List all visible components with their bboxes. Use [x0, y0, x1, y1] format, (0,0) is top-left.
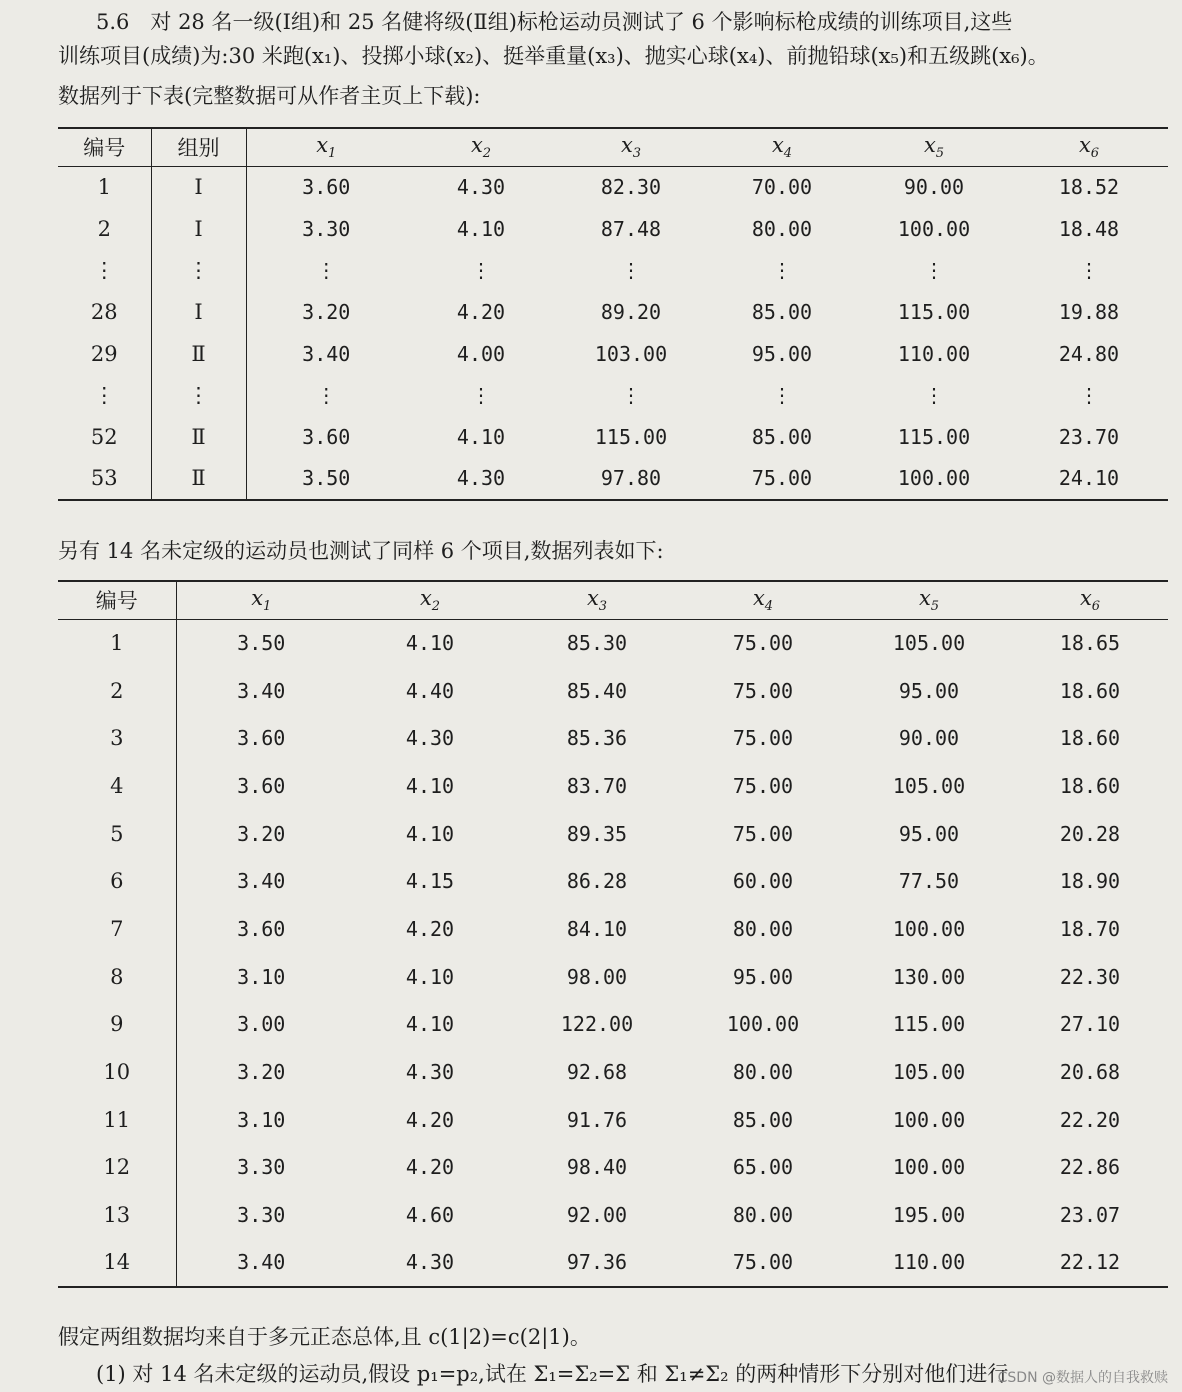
table-cell: 2 — [110, 678, 124, 703]
table-cell: 87.48 — [600, 216, 662, 241]
table-cell: 95.00 — [751, 341, 813, 366]
table-cell: 52 — [90, 424, 118, 449]
table-row — [58, 458, 1168, 500]
table-cell: 91.76 — [566, 1107, 628, 1132]
table-cell: 90.00 — [903, 175, 965, 200]
table-cell: 3.20 — [176, 810, 346, 858]
table-row — [58, 857, 1168, 905]
table-cell: ⋮ — [924, 258, 944, 283]
table-cell: 3.40 — [176, 667, 346, 715]
table-cell: 130.00 — [892, 964, 966, 989]
table-cell: 80.00 — [751, 216, 813, 241]
table-cell: 3.20 — [246, 291, 406, 333]
table-cell: 4.15 — [405, 869, 455, 894]
header-x5: $x_5$ — [923, 133, 945, 162]
table-cell: 4.20 — [405, 916, 455, 941]
table-cell: 18.70 — [1059, 916, 1121, 941]
table-cell: 22.30 — [1059, 964, 1121, 989]
table-cell: 3.60 — [246, 166, 406, 208]
table-cell: 60.00 — [732, 869, 794, 894]
header-group: 组别 — [151, 128, 246, 166]
table-row — [58, 762, 1168, 810]
table-cell: 53 — [90, 466, 118, 491]
table-cell: 3.20 — [176, 1048, 346, 1096]
table-cell: Ⅱ — [151, 458, 246, 500]
table-cell: 4.20 — [405, 1107, 455, 1132]
header-x2: $x_2$ — [470, 133, 492, 162]
table-cell: 9 — [110, 1012, 124, 1037]
problem-text-question-1: (1) 对 14 名未定级的运动员,假设 p₁=p₂,试在 Σ₁=Σ₂=Σ 和 Σ₁≠Σ₂ 的两种情形下分别对他们进行 — [96, 1362, 1009, 1386]
table-cell: 80.00 — [732, 1203, 794, 1228]
table-cell: 95.00 — [898, 678, 960, 703]
table-cell: 4.30 — [456, 466, 506, 491]
problem-text-unrated: 另有 14 名未定级的运动员也测试了同样 6 个项目,数据列表如下: — [58, 539, 664, 563]
table-cell: 29 — [90, 341, 118, 366]
table-cell: ⋮ — [1079, 258, 1099, 283]
table-cell: 19.88 — [1058, 299, 1120, 324]
table-cell: ⋮ — [151, 374, 246, 416]
table-cell: 3.40 — [246, 333, 406, 375]
problem-text-line-3: 数据列于下表(完整数据可从作者主页上下载): — [58, 84, 481, 108]
table-cell: 3.30 — [246, 208, 406, 250]
table-cell: 18.65 — [1059, 631, 1121, 656]
table-cell: 4.20 — [405, 1155, 455, 1180]
header-x4: $x_4$ — [771, 133, 793, 162]
header-x1: $x_1$ — [246, 128, 406, 166]
table-cell: ⋮ — [471, 383, 491, 408]
table-cell: ⋮ — [621, 258, 641, 283]
table-cell: 3.30 — [176, 1144, 346, 1192]
table-cell: 28 — [90, 299, 118, 324]
table-row — [58, 374, 1168, 416]
header-id: 编号 — [83, 136, 126, 161]
header-x4: $x_4$ — [752, 586, 774, 615]
table-cell: 195.00 — [892, 1203, 966, 1228]
table-cell: 22.12 — [1059, 1250, 1121, 1275]
table-cell: 100.00 — [897, 466, 971, 491]
table-cell: 4.10 — [405, 964, 455, 989]
table-cell: 85.40 — [566, 678, 628, 703]
table-cell: ⋮ — [772, 258, 792, 283]
table-row — [58, 1191, 1168, 1239]
table-cell: ⋮ — [1079, 383, 1099, 408]
table-cell: 80.00 — [732, 916, 794, 941]
table-cell: 65.00 — [732, 1155, 794, 1180]
table-cell: 86.28 — [566, 869, 628, 894]
table-row — [58, 291, 1168, 333]
table-cell: ⋮ — [151, 249, 246, 291]
table-cell: 4.10 — [456, 424, 506, 449]
table-cell: 8 — [110, 964, 124, 989]
table-cell: 2 — [97, 216, 111, 241]
table-cell: 75.00 — [751, 466, 813, 491]
problem-text-line-2: 训练项目(成绩)为:30 米跑(x₁)、投掷小球(x₂)、挺举重量(x₃)、抛实心球(x₄)、前抛铅球(x₅)和五级跳(x₆)。 — [58, 44, 1049, 68]
table-cell: 3.00 — [176, 1001, 346, 1049]
table-cell: 100.00 — [897, 216, 971, 241]
header-x3: $x_3$ — [586, 586, 608, 615]
table-cell: 20.28 — [1059, 821, 1121, 846]
table-cell: 70.00 — [751, 175, 813, 200]
table-row — [58, 333, 1168, 375]
table-cell: 18.90 — [1059, 869, 1121, 894]
header-x2: $x_2$ — [419, 586, 441, 615]
table-cell: 27.10 — [1059, 1012, 1121, 1037]
header-id: 编号 — [95, 589, 138, 614]
table-unrated-athletes — [58, 580, 1168, 1288]
table-cell: 24.80 — [1058, 341, 1120, 366]
table-cell: 4.10 — [405, 1012, 455, 1037]
table-cell: ⋮ — [246, 249, 406, 291]
table-cell: 4.30 — [405, 1060, 455, 1085]
table-cell: 18.60 — [1059, 773, 1121, 798]
table-grade-athletes — [58, 127, 1168, 501]
table-cell: ⋮ — [93, 258, 115, 283]
table-cell: 100.00 — [726, 1012, 800, 1037]
table-cell: Ⅱ — [151, 416, 246, 458]
table-cell: 115.00 — [892, 1012, 966, 1037]
table-cell: 7 — [110, 916, 124, 941]
table-cell: 3.40 — [176, 1239, 346, 1287]
table-cell: 3.30 — [176, 1191, 346, 1239]
table-cell: 115.00 — [594, 424, 668, 449]
table-cell: 4.00 — [456, 341, 506, 366]
table-cell: 90.00 — [898, 726, 960, 751]
table-cell: 11 — [103, 1107, 131, 1132]
table-cell: ⋮ — [471, 258, 491, 283]
table-cell: ⋮ — [772, 383, 792, 408]
table-cell: 4.20 — [456, 299, 506, 324]
table-cell: 98.40 — [566, 1155, 628, 1180]
table-cell: 3.60 — [246, 416, 406, 458]
table-cell: 3.60 — [176, 762, 346, 810]
table-cell: 95.00 — [898, 821, 960, 846]
table-cell: 3 — [110, 726, 124, 751]
table-row — [58, 714, 1168, 762]
table-cell: 14 — [103, 1250, 131, 1275]
table-row — [58, 953, 1168, 1001]
header-x5: $x_5$ — [918, 586, 940, 615]
table-cell: 103.00 — [594, 341, 668, 366]
table-row — [58, 905, 1168, 953]
table-row — [58, 619, 1168, 667]
table-cell: 83.70 — [566, 773, 628, 798]
table-row — [58, 416, 1168, 458]
table-cell: 18.60 — [1059, 678, 1121, 703]
table-cell: 4.60 — [405, 1203, 455, 1228]
table-cell: 89.35 — [566, 821, 628, 846]
table-cell: 85.36 — [566, 726, 628, 751]
table-cell: 92.00 — [566, 1203, 628, 1228]
table-cell: 4.30 — [456, 175, 506, 200]
table-cell: 12 — [103, 1155, 131, 1180]
header-x6: $x_6$ — [1079, 586, 1101, 615]
table-cell: 97.36 — [566, 1250, 628, 1275]
table-cell: 95.00 — [732, 964, 794, 989]
table-cell: 82.30 — [600, 175, 662, 200]
table-cell: 13 — [103, 1203, 131, 1228]
table-cell: 100.00 — [892, 916, 966, 941]
table-cell: 84.10 — [566, 916, 628, 941]
table-cell: 20.68 — [1059, 1060, 1121, 1085]
table-cell: 77.50 — [898, 869, 960, 894]
table-row — [58, 1048, 1168, 1096]
table-cell: 75.00 — [732, 1250, 794, 1275]
table-cell: 4.10 — [405, 773, 455, 798]
table-cell: 97.80 — [600, 466, 662, 491]
table-cell: 4.10 — [456, 216, 506, 241]
table-row — [58, 249, 1168, 291]
problem-text-assumption: 假定两组数据均来自于多元正态总体,且 c(1|2)=c(2|1)。 — [58, 1325, 591, 1349]
table-cell: 3.10 — [176, 953, 346, 1001]
table-cell: 100.00 — [892, 1155, 966, 1180]
table-cell: 85.00 — [732, 1107, 794, 1132]
table-cell: 85.30 — [566, 631, 628, 656]
table-row — [58, 1144, 1168, 1192]
table-cell: 4.30 — [405, 726, 455, 751]
header-x3: $x_3$ — [620, 133, 642, 162]
table-cell: 92.68 — [566, 1060, 628, 1085]
table-cell: ⋮ — [621, 383, 641, 408]
table-cell: 3.40 — [176, 857, 346, 905]
table-cell: 3.10 — [176, 1096, 346, 1144]
table-cell: 122.00 — [560, 1012, 634, 1037]
table-cell: 75.00 — [732, 678, 794, 703]
table-cell: 85.00 — [751, 299, 813, 324]
table-cell: 18.60 — [1059, 726, 1121, 751]
table-cell: 3.50 — [246, 458, 406, 500]
table-cell: 10 — [103, 1060, 131, 1085]
table-cell: 3.60 — [176, 905, 346, 953]
table-cell: 4.30 — [405, 1250, 455, 1275]
table-cell: 115.00 — [897, 424, 971, 449]
table-row — [58, 667, 1168, 715]
table-cell: 4 — [110, 773, 124, 798]
table-cell: 4.10 — [405, 631, 455, 656]
table-cell: 4.10 — [405, 821, 455, 846]
table-row — [58, 166, 1168, 208]
table-cell: 18.52 — [1058, 175, 1120, 200]
table-cell: 105.00 — [892, 773, 966, 798]
watermark: CSDN @数据人的自我救赎 — [997, 1370, 1168, 1386]
table-cell: 100.00 — [892, 1107, 966, 1132]
table-cell: 24.10 — [1058, 466, 1120, 491]
table-cell: Ⅱ — [151, 333, 246, 375]
problem-text-line-1: 5.6 对 28 名一级(Ⅰ组)和 25 名健将级(Ⅱ组)标枪运动员测试了 6 个影响标枪成绩的训练项目,这些 — [96, 10, 1013, 34]
table-cell: ⋮ — [246, 374, 406, 416]
table-cell: Ⅰ — [151, 208, 246, 250]
table-cell: 4.40 — [405, 678, 455, 703]
table-cell: ⋮ — [93, 383, 115, 408]
table-row — [58, 1239, 1168, 1287]
table-cell: 22.86 — [1059, 1155, 1121, 1180]
table-row — [58, 810, 1168, 858]
table-cell: 18.48 — [1058, 216, 1120, 241]
table-cell: 6 — [110, 869, 124, 894]
table-cell: 105.00 — [892, 631, 966, 656]
table-cell: 105.00 — [892, 1060, 966, 1085]
table-cell: 23.70 — [1058, 424, 1120, 449]
table-cell: 3.60 — [176, 714, 346, 762]
table-cell: 110.00 — [892, 1250, 966, 1275]
table-cell: Ⅰ — [151, 166, 246, 208]
header-x1: $x_1$ — [176, 581, 346, 619]
table-cell: 75.00 — [732, 821, 794, 846]
table-cell: 75.00 — [732, 631, 794, 656]
table-cell: ⋮ — [924, 383, 944, 408]
header-x6: $x_6$ — [1078, 133, 1100, 162]
table-cell: 75.00 — [732, 726, 794, 751]
table-cell: Ⅰ — [151, 291, 246, 333]
table-cell: 110.00 — [897, 341, 971, 366]
table-cell: 5 — [110, 821, 124, 846]
table-cell: 22.20 — [1059, 1107, 1121, 1132]
table-cell: 1 — [110, 631, 124, 656]
table-cell: 3.50 — [176, 619, 346, 667]
table-row — [58, 1096, 1168, 1144]
table-cell: 115.00 — [897, 299, 971, 324]
table-cell: 80.00 — [732, 1060, 794, 1085]
table-cell: 89.20 — [600, 299, 662, 324]
table-row — [58, 1001, 1168, 1049]
table-cell: 1 — [97, 175, 111, 200]
table-row — [58, 208, 1168, 250]
table-cell: 75.00 — [732, 773, 794, 798]
table-cell: 85.00 — [751, 424, 813, 449]
table-cell: 98.00 — [566, 964, 628, 989]
table-cell: 23.07 — [1059, 1203, 1121, 1228]
